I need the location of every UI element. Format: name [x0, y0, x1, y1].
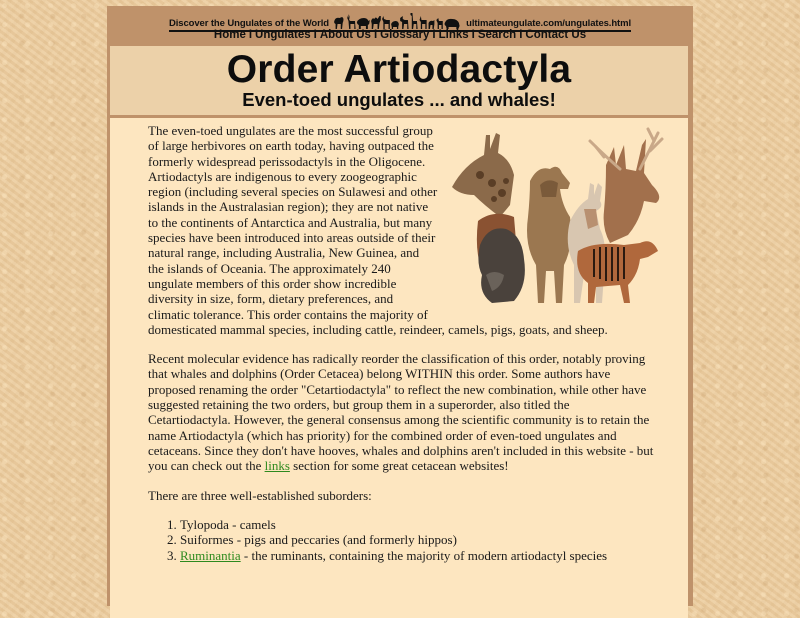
nav-home[interactable]: Home [213, 29, 246, 41]
banner-url[interactable]: ultimateungulate.com/ungulates.html [466, 18, 631, 29]
nav-ungulates[interactable]: Ungulates [255, 29, 311, 41]
nav-about-us[interactable]: About Us [319, 29, 371, 41]
artiodactyl-collage-image [444, 125, 672, 311]
site-banner [107, 6, 693, 45]
nav-separator: I [471, 29, 475, 41]
list-item [180, 532, 654, 548]
suborder-desc: - camels [228, 516, 276, 532]
molecular-text-before: Recent molecular evidence has radically reorder the classification of this order, notably proving that whales and dolphins (Order Cetacea) belong WITHIN this order. Some authors have proposed renaming the order "Cetartiodactyla" to reflect the new combination, while other have suggested retaining the two orders, but group them in a superorder, also titled the Cetartiodactyla. However, the general consensus among the scientific community is to retain the name Artiodactyla (which has priority) for the combined order of even-toed ungulates and cetaceans. Since they don't have hooves, whales and dolphins aren't included in this website - but you can check out the [148, 351, 654, 474]
suborders-intro: There are three well-established suborders: [148, 487, 372, 503]
page-title: Order Artiodactyla [226, 48, 572, 91]
molecular-text-after: section for some great cetacean websites! [289, 458, 509, 474]
main-nav [107, 29, 693, 41]
nav-separator: I [373, 29, 378, 41]
nav-contact-us[interactable]: Contact Us [525, 29, 587, 41]
nav-separator: I [432, 29, 436, 41]
suborder-desc: - pigs and peccaries (and formerly hippos) [233, 532, 457, 548]
ruminantia-link[interactable]: Ruminantia [180, 547, 241, 563]
nav-glossary[interactable]: Glossary [380, 29, 430, 41]
links-link[interactable]: links [264, 458, 290, 474]
suborder-name: Suiformes [180, 532, 234, 548]
title-box [110, 46, 688, 115]
molecular-paragraph [148, 351, 654, 473]
nav-links[interactable]: Links [438, 29, 469, 41]
list-item [180, 548, 654, 564]
nav-separator: I [313, 29, 317, 41]
nav-search[interactable]: Search [477, 29, 517, 41]
suborder-desc: - the ruminants, containing the majority of modern artiodactyl species [240, 547, 608, 563]
page-subtitle: Even-toed ungulates ... and whales! [242, 89, 556, 110]
ungulate-silhouettes-icon [333, 12, 462, 30]
suborder-name: Tylopoda [180, 516, 229, 532]
suborders-list [148, 517, 654, 564]
list-item [180, 517, 654, 533]
intro-paragraph: The even-toed ungulates are the most successful group of large herbivores on earth today, having outpaced the formerly widespread perissodactyls in the Oligocene. Artiodactyls are indigenous to every zoogeographic region (including several species on Sulawesi and other islands in the Australasian region); they are not native to the continents of Antarctica and Australia, but many species have been introduced into areas outside of their natural range, including Australia, New Guinea, and the islands of Oceania. The approximately 240 ungulate members of this order show incredible diversity in size, form, dietary preferences, and climatic tolerance. This order contains the majority of domesticated mammal species, including cattle, reindeer, camels, pigs, goats, and sheep. [148, 123, 608, 337]
banner-tagline[interactable]: Discover the Ungulates of the World [169, 18, 329, 29]
nav-separator: I [248, 29, 253, 41]
nav-separator: I [519, 29, 523, 41]
content-box [110, 118, 688, 618]
page-frame [107, 6, 693, 606]
main-content [148, 123, 654, 563]
